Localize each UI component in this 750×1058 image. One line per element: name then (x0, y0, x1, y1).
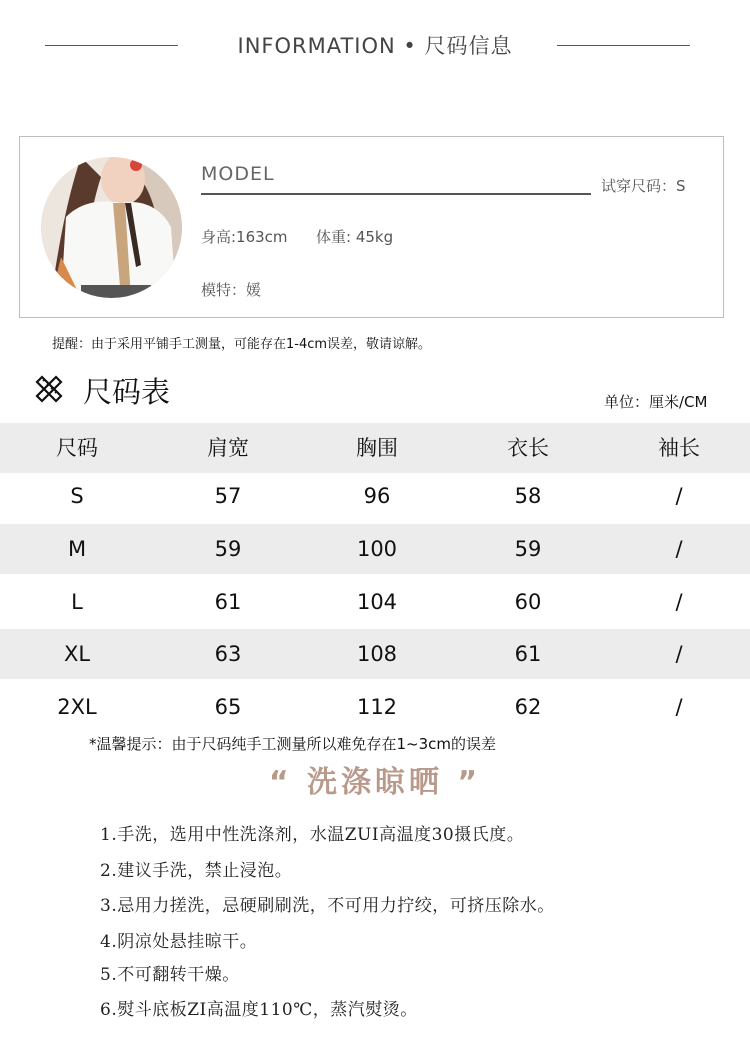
list-item: 4.阴凉处悬挂晾干。 (100, 932, 258, 952)
size-chart-title: 尺码表 (83, 375, 171, 409)
table-header-cell: 尺码 (56, 436, 98, 460)
table-cell: 100 (356, 537, 398, 561)
table-cell: 57 (214, 484, 242, 508)
table-row (0, 682, 750, 732)
table-row (0, 629, 750, 679)
table-row (0, 577, 750, 627)
table-cell: / (675, 695, 683, 719)
table-header-cell: 胸围 (356, 436, 398, 460)
model-card (19, 136, 724, 318)
table-cell: 63 (214, 642, 242, 666)
table-cell: L (71, 590, 83, 614)
table-cell: M (67, 537, 87, 561)
table-cell: 61 (214, 590, 242, 614)
page-title: INFORMATION • 尺码信息 (237, 34, 513, 58)
size-tip: *温馨提示：由于尺码纯手工测量所以难免存在1~3cm的误差 (89, 735, 497, 753)
model-try-size: 试穿尺码：S (601, 177, 686, 195)
model-name: 模特：媛 (201, 281, 262, 299)
table-cell: 65 (214, 695, 242, 719)
list-item: 1.手洗，选用中性洗涤剂，水温ZUI高温度30摄氏度。 (100, 825, 525, 845)
list-item: 5.不可翻转干燥。 (100, 965, 240, 985)
model-weight: 体重: 45kg (316, 228, 394, 246)
table-cell: 59 (514, 537, 542, 561)
table-cell: 58 (514, 484, 542, 508)
table-row (0, 471, 750, 521)
table-header-cell: 衣长 (507, 436, 549, 460)
table-cell: 59 (214, 537, 242, 561)
table-cell: 104 (356, 590, 398, 614)
table-row (0, 524, 750, 574)
table-header-cell: 肩宽 (207, 436, 249, 460)
table-cell: 62 (514, 695, 542, 719)
model-label: MODEL (201, 163, 275, 185)
table-cell: S (70, 484, 84, 508)
table-header-row (0, 423, 750, 473)
table-cell: 96 (363, 484, 391, 508)
header-line-right (557, 45, 690, 46)
size-chart-unit: 单位：厘米/CM (604, 393, 708, 411)
table-cell: / (675, 642, 683, 666)
table-cell: / (675, 484, 683, 508)
table-cell: 2XL (57, 695, 97, 719)
table-header-cell: 袖长 (658, 436, 700, 460)
ruler-cross-icon (33, 373, 65, 405)
list-item: 3.忌用力搓洗，忌硬刷刷洗，不可用力拧绞，可挤压除水。 (100, 896, 555, 916)
model-avatar (41, 157, 182, 298)
model-underline (201, 193, 591, 195)
model-height: 身高:163cm (201, 228, 288, 246)
table-cell: 60 (514, 590, 542, 614)
table-cell: / (675, 590, 683, 614)
wash-title: “ 洗涤晾晒 ” (268, 765, 482, 800)
list-item: 6.熨斗底板ZI高温度110℃，蒸汽熨烫。 (100, 1000, 418, 1020)
table-cell: 108 (356, 642, 398, 666)
table-cell: XL (63, 642, 91, 666)
table-cell: 61 (514, 642, 542, 666)
measurement-note: 提醒：由于采用平铺手工测量，可能存在1-4cm误差，敬请谅解。 (52, 337, 432, 352)
list-item: 2.建议手洗，禁止浸泡。 (100, 861, 293, 881)
table-cell: 112 (356, 695, 398, 719)
table-cell: / (675, 537, 683, 561)
